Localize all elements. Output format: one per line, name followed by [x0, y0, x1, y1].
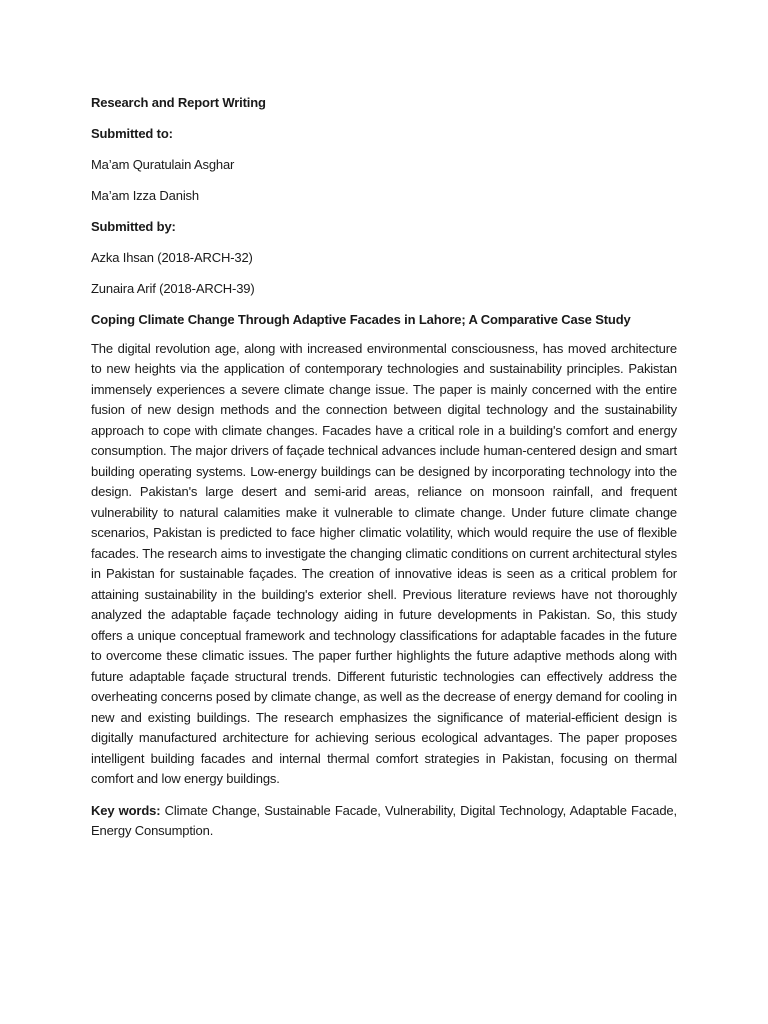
author-name: Zunaira Arif (2018-ARCH-39) [91, 281, 255, 296]
abstract-paragraph: The digital revolution age, along with increased environmental consciousness, has moved architecture to new heights via the application of contemporary technologies and sustainability principles. Pakistan immensely experiences a severe climate change issue. The paper is mainly concerned with the entire fusion of new design methods and the connection between digital technology and the sustainability approach to cope with climate changes. Facades have a critical role in a building's comfort and energy consumption. The major drivers of façade technical advances include human-centered design and smart building operating systems. Low-energy buildings can be designed by incorporating technology into the design. Pakistan's large desert and semi-arid areas, reliance on monsoon rainfall, and frequent vulnerability to natural calamities make it vulnerable to climate change. Under future climate change scenarios, Pakistan is predicted to face higher climatic volatility, which would require the use of flexible facades. The research aims to investigate the changing climatic conditions on current architectural styles in Pakistan for sustainable façades. The creation of innovative ideas is seen as a critical problem for attaining sustainability in the building's exterior shell. Previous literature reviews have not thoroughly analyzed the adaptable façade technology aiding in future developments in Pakistan. So, this study offers a unique conceptual framework and technology classifications for adaptable facades in the future to overcome these climatic issues. The paper further highlights the future adaptive methods along with future adaptable façade structural trends. Different futuristic technologies can effectively address the overheating concerns posed by climate change, as well as the decrease of energy demand for cooling in new and existing buildings. The research emphasizes the significance of material-efficient design is digitally manufactured architecture for achieving serious ecological advantages. The paper proposes intelligent building facades and internal thermal comfort strategies in Pakistan, focusing on thermal comfort and low energy buildings. [91, 340, 677, 786]
document-page [91, 93, 677, 842]
submitted-by-label: Submitted by: [91, 219, 176, 234]
paper-title: Coping Climate Change Through Adaptive Facades in Lahore; A Comparative Case Study [91, 312, 631, 327]
keywords-label: Key words: [91, 802, 161, 818]
supervisor-name: Ma’am Izza Danish [91, 188, 199, 203]
submitted-to-label: Submitted to: [91, 126, 173, 141]
keywords-paragraph [91, 801, 677, 842]
supervisor-name: Ma’am Quratulain Asghar [91, 157, 235, 172]
course-title: Research and Report Writing [91, 95, 266, 110]
keywords-text: Climate Change, Sustainable Facade, Vulnerability, Digital Technology, Adaptable Facade, Energy Consumption. [91, 802, 677, 838]
author-name: Azka Ihsan (2018-ARCH-32) [91, 250, 253, 265]
